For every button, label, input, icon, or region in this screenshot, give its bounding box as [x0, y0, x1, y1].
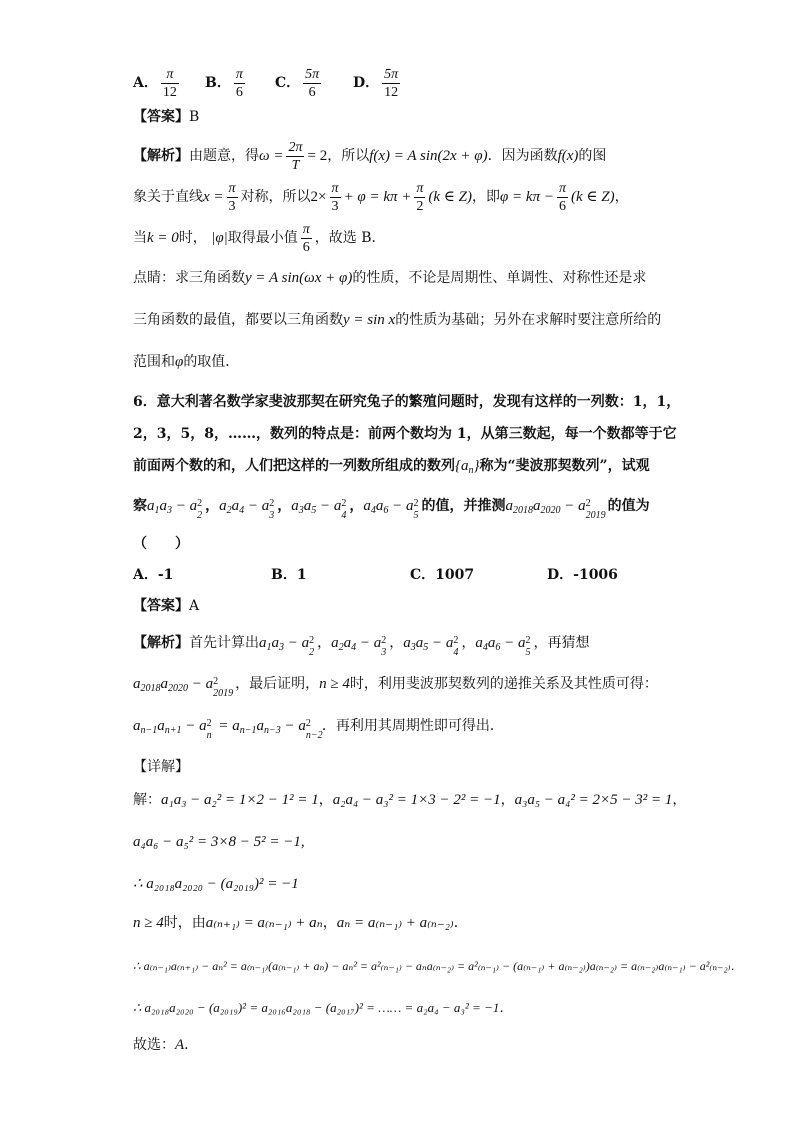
q6-stem-line-3: 前面两个数的和，人们把这样的一列数所组成的数列$\{a_n\}$称为“斐波那契数列”，试观 [133, 458, 650, 476]
q6-paren: （ ） [133, 536, 189, 552]
q5-analysis-line-1: 【解析】由题意，得ω = $\frac{2\pi}{T}$ = 2，所以f(x) = A sin(2x + φ)．因为函数f(x)的图 [133, 139, 607, 173]
q6-analysis-line-1: 【解析】首先计算出$a_1a_3 - a$ 2 2 ，$a_2a_4 - a$ 2 3 ，$a_3a_5 - a$ 2 4 ，$a_4a_6 - a$ 2 5 ，再猜想 [133, 634, 590, 658]
q6-analysis-line-2: $a_{2018}a_{2020} - a$ 2 2019 ，最后证明，n ≥ 4时，利用斐波那契数列的递推关系及其性质可得： [133, 675, 658, 699]
q5-options [133, 63, 694, 103]
solution-line-3: ∴ a₂₀₁₈a₂₀₂₀ − (a₂₀₁₉)² = −1 [133, 876, 299, 892]
q5-option-a: A． $\frac{\pi}{12}$ [133, 66, 177, 100]
solution-line-2: a₄a₆ − a₅² = 3×8 − 5² = −1, [133, 834, 305, 850]
q6-option-b: B．1 [271, 567, 307, 583]
q5-answer [133, 107, 694, 127]
q6-option-a: A．-1 [133, 567, 174, 583]
q6-detail-tag: 【详解】 [133, 759, 189, 775]
solution-line-5: ∴ a₍ₙ₋₁₎a₍ₙ₊₁₎ − aₙ² = a₍ₙ₋₁₎(a₍ₙ₋₁₎ + aₙ) − aₙ² = a²₍ₙ₋₁₎ − aₙa₍ₙ₋₂₎ = a²₍ₙ₋₁₎ − (a₍ₙ₋₁₎ + a₍ₙ₋₂₎)a₍ₙ₋₂₎ = a₍ₙ₋₂₎a₍ₙ₋₁₎ − a²₍ₙ₋₂₎． [133, 959, 743, 973]
q5-option-c: C． $\frac{5\pi}{6}$ [275, 66, 320, 100]
solution-line-4: n ≥ 4时，由a₍ₙ₊₁₎ = a₍ₙ₋₁₎ + aₙ，aₙ = a₍ₙ₋₁₎ + a₍ₙ₋₂₎． [133, 915, 468, 931]
solution-final: 故选：A． [133, 1037, 199, 1053]
q6-analysis-line-3: $a_{n-1}a_{n+1} - a$ 2 n = $a_{n-1}a_{n-3} - a$ 2 n−2 ．再利用其周期性即可得出． [133, 717, 504, 741]
answer-value: B [189, 109, 200, 125]
q6-option-c: C．1007 [410, 567, 475, 583]
q5-analysis-line-3: 当k = 0时， |φ|取得最小值 $\frac{\pi}{6}$ ，故选 B． [133, 221, 386, 255]
q5-option-b: B． $\frac{\pi}{6}$ [205, 66, 243, 100]
q5-option-d: D． $\frac{5\pi}{12}$ [353, 66, 399, 100]
answer-tag: 【答案】 [133, 109, 189, 125]
q6-answer: 【答案】A [133, 598, 200, 614]
q5-note-line-1: 点睛：求三角函数y = A sin(ωx + φ)的性质，不论是周期性、单调性、对称性还是求 [133, 270, 647, 286]
q6-stem-line-2: 2，3，5，8，……，数列的特点是：前两个数均为 1，从第三数起，每一个数都等于它 [133, 426, 677, 442]
solution-line-6: ∴ a₂₀₁₈a₂₀₂₀ − (a₂₀₁₉)² = a₂₀₁₆a₂₀₁₈ − (a₂₀₁₇)² = …… = a₂a₄ − a₃² = −1． [133, 1000, 513, 1015]
analysis-tag: 【解析】 [133, 148, 189, 164]
q5-note-line-2: 三角函数的最值，都要以三角函数y = sin x的性质为基础；另外在求解时要注意所给的 [133, 312, 662, 328]
q5-note-line-3: 范围和φ的取值． [133, 354, 240, 370]
q5-analysis-line-2: 象关于直线x = $\frac{\pi}{3}$ 对称，所以2× $\frac{\pi}{3}$ + φ = kπ + $\frac{\pi}{2}$ (k ∈ Z)，即φ = kπ − $\frac{\pi}{6}$ (k ∈ Z)， [133, 180, 629, 214]
q6-stem-line-1: 6．意大利著名数学家斐波那契在研究兔子的繁殖问题时，发现有这样的一列数：1，1， [133, 394, 681, 410]
solution-line-1: 解：a₁a₃ − a₂² = 1×2 − 1² = 1，a₂a₄ − a₃² = 1×3 − 2² = −1，a₃a₅ − a₄² = 2×5 − 3² = 1， [133, 792, 687, 808]
q6-option-d: D．-1006 [547, 567, 618, 583]
q6-stem-line-4: 察$a_1a_3 - a$ 2 2 ，$a_2a_4 - a$ 2 3 ，$a_3a_5 - a$ 2 4 ，$a_4a_6 - a$ 2 5 的值，并推测$a_{2018}a_{2020} - a$ 2 2019 的值为 [133, 497, 650, 521]
